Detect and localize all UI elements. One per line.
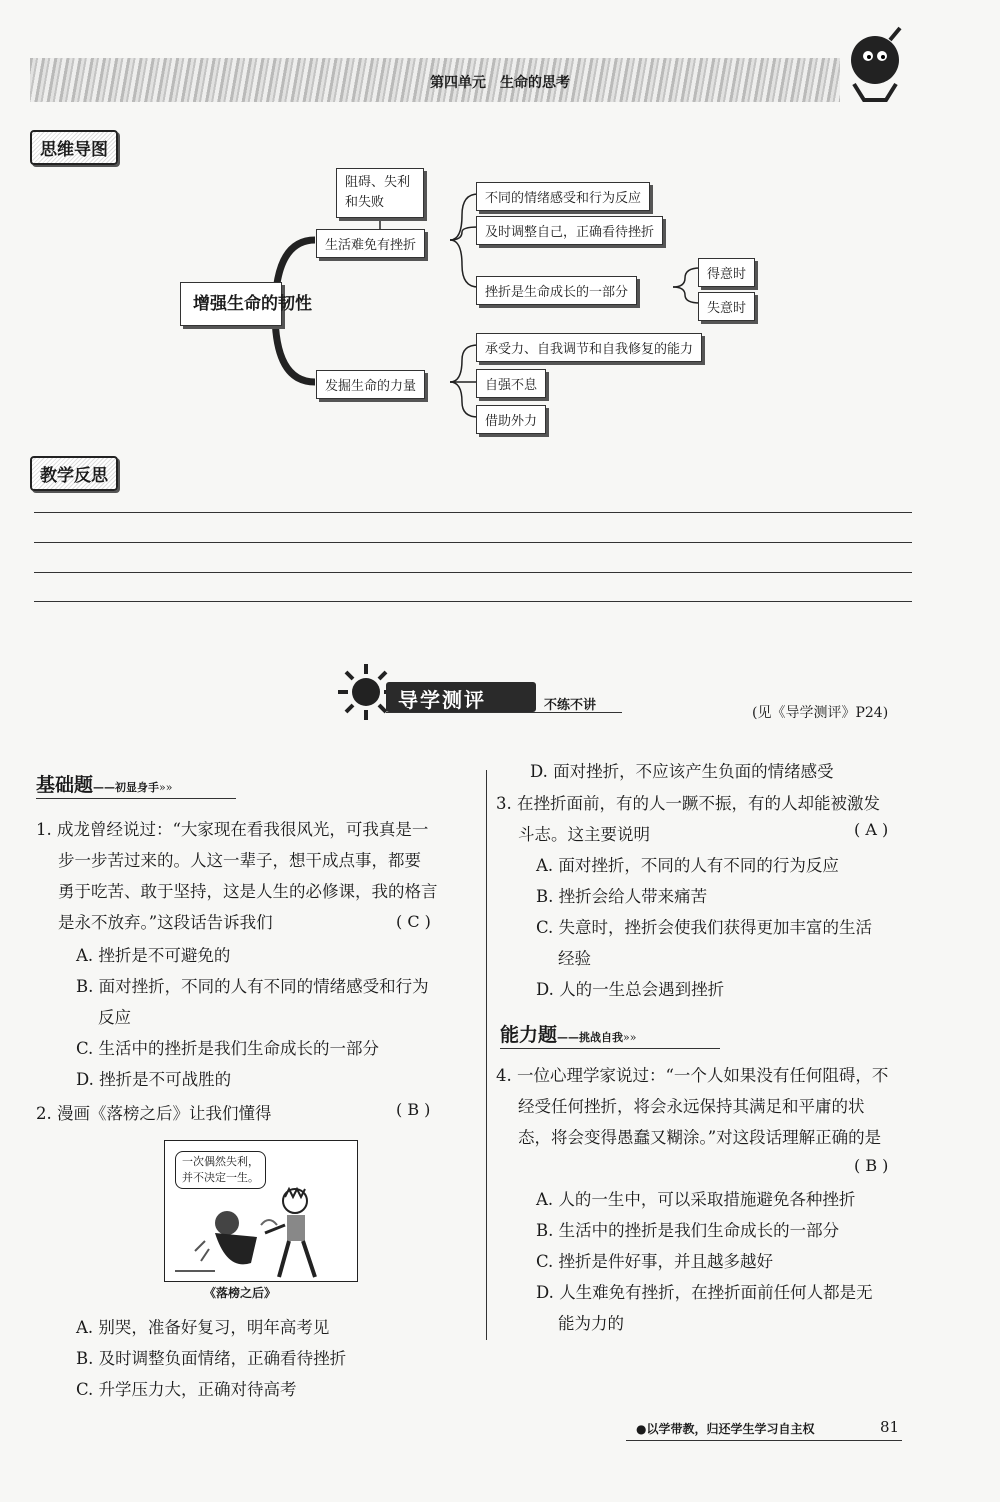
q1-option: A. 挫折是不可避免的 (76, 946, 231, 965)
q1-option: B. 面对挫折，不同的人有不同的情绪感受和行为 (76, 977, 429, 996)
mindmap-b1-item-1: 不同的情绪感受和行为反应 (476, 182, 650, 211)
q1-stem-line: 1. 成龙曾经说过：“大家现在看我很风光，可我真是一 (36, 820, 429, 839)
ability-sub: ——挑战自我 (557, 1031, 624, 1044)
page-number: 81 (880, 1418, 900, 1436)
q4-options (536, 1184, 936, 1339)
q3-option: C. 失意时，挫折会使我们获得更加丰富的生活 (536, 918, 873, 937)
mindmap-branch-1: 生活难免有挫折 (316, 229, 425, 258)
ability-category: 能力题——挑战自我»» (500, 1024, 637, 1046)
q4-answer: ( B ) (854, 1156, 889, 1175)
reflection-line (34, 572, 912, 573)
q4-option: D. 人生难免有挫折，在挫折面前任何人都是无 (536, 1283, 873, 1302)
q1-stem-line: 勇于吃苦、敢于坚持，这是人生的必修课，我的格言 (58, 882, 438, 901)
column-divider (486, 770, 487, 1340)
guide-slogan: 不练不讲 (544, 698, 597, 713)
cartoon-frame (164, 1140, 358, 1282)
reflection-line (34, 601, 912, 602)
basic-sub: ——初显身手 (93, 781, 160, 794)
cartoon-caption: 《落榜之后》 (204, 1286, 277, 1300)
q1-stem-line: 步一步苦过来的。人这一辈子，想干成点事，都要 (58, 851, 421, 870)
q4-stem-line: 经受任何挫折，将会永远保持其满足和平庸的状 (518, 1097, 865, 1116)
q3-stem-line: 3. 在挫折面前，有的人一蹶不振，有的人却能被激发 (496, 794, 880, 813)
reflection-line (34, 542, 912, 543)
footer-line (626, 1440, 902, 1441)
mindmap-b1-item-2: 及时调整自己，正确看待挫折 (476, 216, 663, 245)
q2-option: C. 升学压力大，正确对待高考 (76, 1380, 297, 1399)
guide-underline (386, 712, 622, 713)
mindmap-b1-item-3: 挫折是生命成长的一部分 (476, 276, 637, 305)
q3-option: 经验 (558, 949, 591, 968)
q3-answer: ( A ) (854, 820, 889, 839)
bubble-line: 一次偶然失利， (182, 1155, 259, 1168)
basic-category: 基础题——初显身手»» (36, 774, 173, 796)
reflection-section-label: 教学反思 (30, 456, 118, 491)
mindmap-b1-sub-1: 得意时 (698, 258, 755, 287)
q2-stem: 2. 漫画《落榜之后》让我们懂得 (36, 1104, 272, 1123)
q4-option: A. 人的一生中，可以采取措施避免各种挫折 (536, 1190, 856, 1209)
mindmap-b2-item-1: 承受力、自我调节和自我修复的能力 (476, 333, 702, 362)
page-header-title: 第四单元 生命的思考 (430, 75, 570, 91)
q2-option-d: D. 面对挫折，不应该产生负面的情绪感受 (530, 762, 834, 781)
mindmap-b1-sub-2: 失意时 (698, 292, 755, 321)
question-3 (496, 788, 926, 850)
mindmap-b2-item-2: 自强不息 (476, 369, 546, 398)
q3-option: B. 挫折会给人带来痛苦 (536, 887, 708, 906)
q3-option: A. 面对挫折，不同的人有不同的行为反应 (536, 856, 839, 875)
q3-stem-line: 斗志。这主要说明 (518, 825, 650, 844)
q2-option: A. 别哭，准备好复习，明年高考见 (76, 1318, 330, 1337)
q1-answer: ( C ) (396, 912, 431, 931)
mindmap-note: 阻碍、失利和失败 (336, 168, 424, 218)
mindmap-b2-item-3: 借助外力 (476, 405, 546, 434)
q4-stem-line: 态，将会变得愚蠢又糊涂。”对这段话理解正确的是 (518, 1128, 882, 1147)
q1-option: C. 生活中的挫折是我们生命成长的一部分 (76, 1039, 380, 1058)
q4-stem-line: 4. 一位心理学家说过：“一个人如果没有任何阻碍，不 (496, 1066, 889, 1085)
basic-underline (36, 798, 236, 799)
q2-option: B. 及时调整负面情绪，正确看待挫折 (76, 1349, 347, 1368)
guide-reference: (见《导学测评》P24) (752, 705, 889, 721)
cartoon-illustration (165, 1141, 357, 1281)
question-4 (496, 1060, 926, 1153)
ability-underline (500, 1048, 720, 1049)
basic-label: 基础题 (36, 774, 94, 796)
mindmap-root-text: 增强生命的韧性 (193, 294, 312, 314)
q1-stem-line: 是永不放弃。”这段话告诉我们 (58, 913, 273, 932)
q2-answer: ( B ) (396, 1100, 431, 1119)
q1-option: 反应 (98, 1008, 131, 1027)
mindmap-branch-2: 发掘生命的力量 (316, 370, 425, 399)
reflection-line (34, 512, 912, 513)
q2-options (76, 1312, 476, 1405)
mindmap-root (180, 282, 312, 326)
q3-options (536, 850, 936, 1005)
mascot-icon (842, 22, 908, 108)
guide-banner-title: 导学测评 (398, 688, 486, 712)
q1-options (76, 940, 476, 1095)
bubble-line: 并不决定一生。 (182, 1171, 259, 1184)
q4-option: B. 生活中的挫折是我们生命成长的一部分 (536, 1221, 840, 1240)
footer-slogan: ●以学带教，归还学生学习自主权 (636, 1422, 815, 1436)
mindmap-section-label: 思维导图 (30, 130, 118, 165)
q1-option: D. 挫折是不可战胜的 (76, 1070, 232, 1089)
q4-option: C. 挫折是件好事，并且越多越好 (536, 1252, 774, 1271)
ability-label: 能力题 (500, 1024, 558, 1046)
q3-option: D. 人的一生总会遇到挫折 (536, 980, 725, 999)
q4-option: 能为力的 (558, 1314, 624, 1333)
